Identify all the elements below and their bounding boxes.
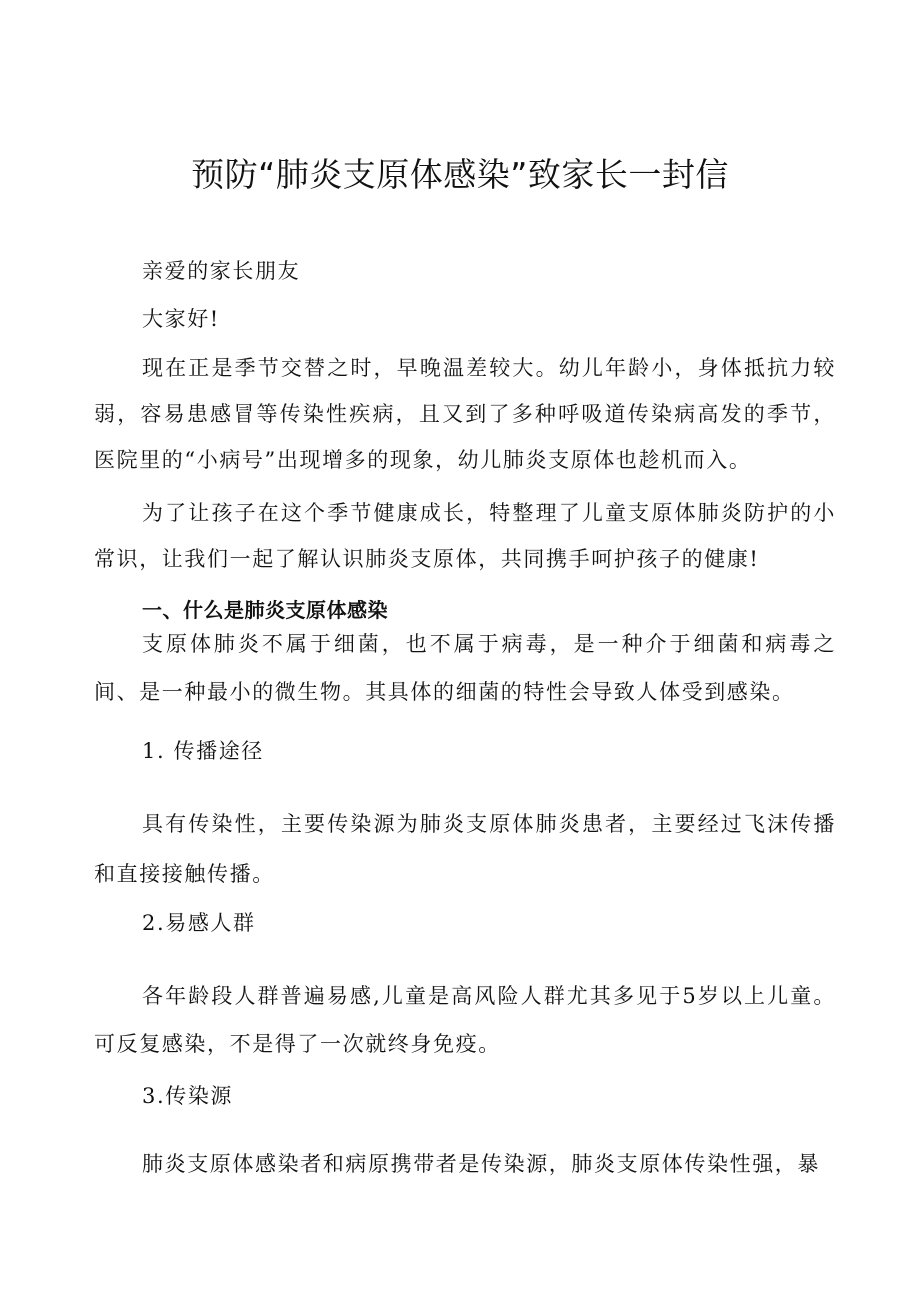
purpose-paragraph: 为了让孩子在这个季节健康成长，特整理了儿童支原体肺炎防护的小常识，让我们一起了解认识肺炎支原体，共同携手呵护孩子的健康! (94, 501, 836, 571)
document-title: 预防“肺炎支原体感染”致家长一封信 (191, 155, 729, 194)
section-body-what-is: 支原体肺炎不属于细菌，也不属于病毒，是一种介于细菌和病毒之间、是一种最小的微生物。其具体的细菌的特性会导致人体受到感染。 (94, 632, 836, 704)
body-source: 肺炎支原体感染者和病原携带者是传染源，肺炎支原体传染性强，暴 (142, 1152, 820, 1176)
subheading-susceptible: 2.易感人群 (142, 911, 256, 935)
body-transmission: 具有传染性，主要传染源为肺炎支原体肺炎患者，主要经过飞沫传播和直接接触传播。 (94, 812, 836, 886)
section-heading-what-is: 一、什么是肺炎支原体感染 (142, 598, 388, 622)
body-susceptible: 各年龄段人群普遍易感,儿童是高风险人群尤其多见于5岁以上儿童。可反复感染，不是得了一次就终身免疫。 (94, 984, 836, 1056)
greeting-line: 亲爱的家长朋友 (142, 259, 301, 283)
intro-paragraph: 现在正是季节交替之时，早晚温差较大。幼儿年龄小，身体抵抗力较弱，容易患感冒等传染性疾病，且又到了多种呼吸道传染病高发的季节，医院里的“小病号”出现增多的现象，幼儿肺炎支原体也趁机而入。 (94, 356, 836, 472)
subheading-source: 3.传染源 (142, 1084, 234, 1108)
hello-line: 大家好! (142, 307, 220, 331)
subheading-transmission: 1. 传播途径 (142, 739, 264, 763)
